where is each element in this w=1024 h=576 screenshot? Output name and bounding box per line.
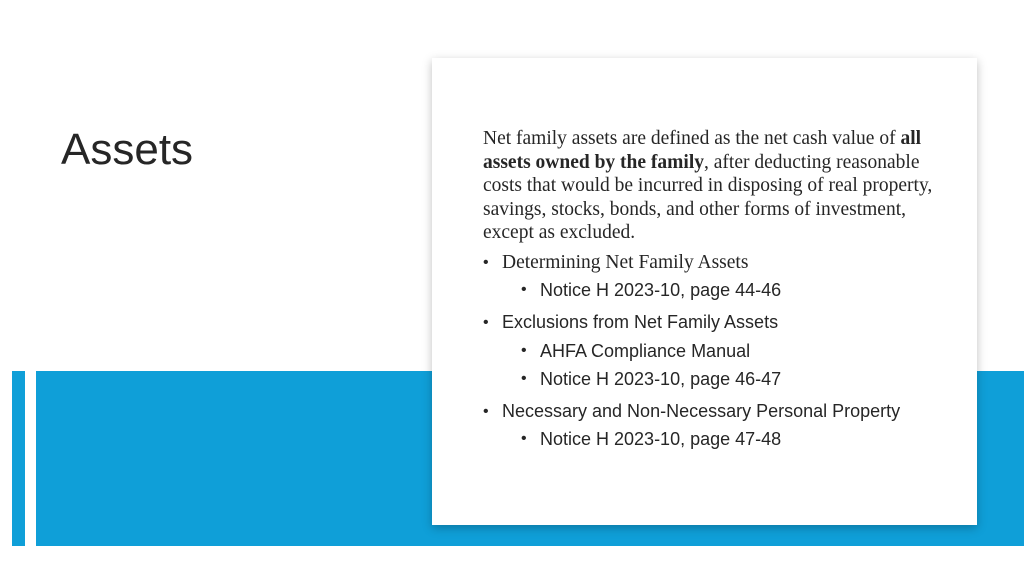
accent-stripe [12, 371, 25, 546]
bullet-icon: • [483, 402, 489, 420]
content-body [483, 127, 943, 451]
sub-list-item [502, 278, 943, 302]
intro-paragraph [483, 127, 943, 245]
list-item-label: Exclusions from Net Family Assets [502, 312, 779, 332]
sub-list-item [502, 427, 943, 451]
bullet-icon: • [521, 341, 527, 359]
sub-list-item [502, 367, 943, 391]
intro-text-bold: all assets owned by the family [483, 128, 922, 173]
bullet-icon: • [521, 281, 527, 298]
sub-list-item-label: Notice H 2023-10, page 44-46 [540, 280, 782, 300]
intro-text-start: Net family assets are defined as the net cash value of [483, 128, 901, 149]
content-card [432, 58, 977, 525]
list-item-label: Necessary and Non-Necessary Personal Property [502, 400, 901, 421]
sub-list-item-label: Notice H 2023-10, page 46-47 [540, 368, 782, 389]
bullet-icon: • [483, 314, 489, 331]
list-item [483, 251, 943, 275]
list-item [483, 311, 943, 335]
bullet-icon: • [483, 253, 489, 271]
bullet-icon: • [521, 430, 527, 447]
sub-list-item-label: Notice H 2023-10, page 47-48 [540, 429, 782, 449]
sub-list-item-label: AHFA Compliance Manual [540, 340, 751, 361]
bullet-icon: • [521, 369, 527, 387]
intro-text-end: , after deducting reasonable costs that would be incurred in disposing of real property, savings, stocks, bonds, and other forms of investment, except as excluded. [483, 151, 933, 243]
bullet-list [483, 251, 943, 452]
sub-list-item [502, 339, 943, 363]
list-item-label: Determining Net Family Assets [502, 251, 749, 273]
list-item [483, 400, 943, 424]
slide-title: Assets [61, 125, 194, 174]
